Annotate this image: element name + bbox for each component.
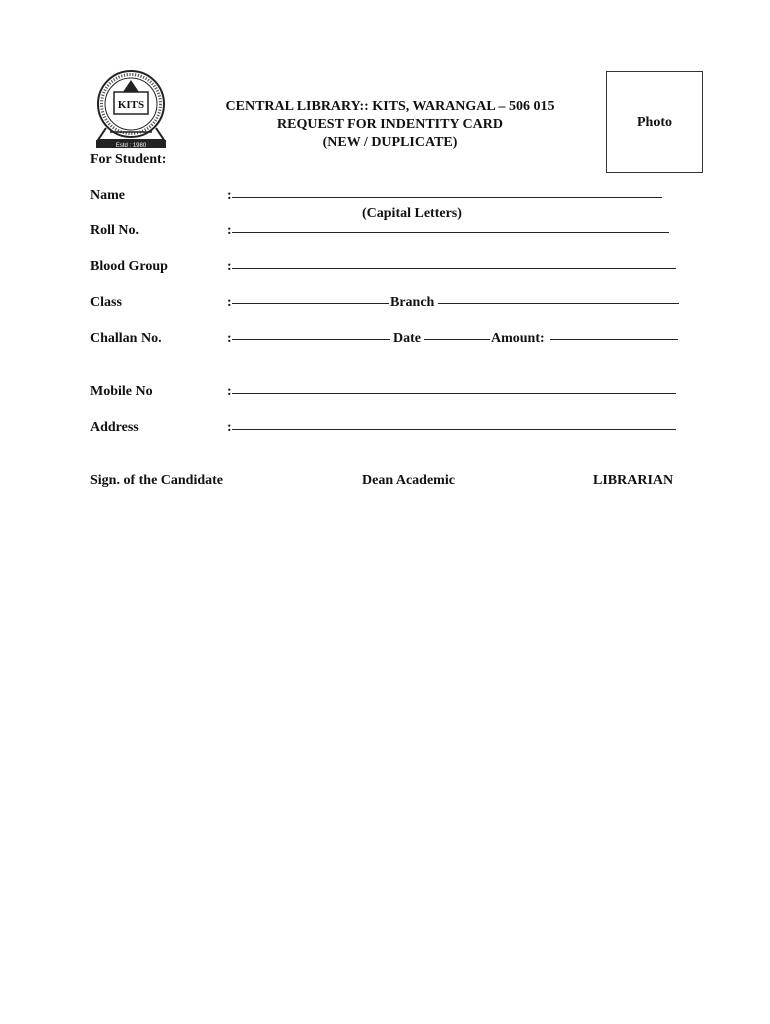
- roll-colon: :: [227, 223, 232, 238]
- candidate-signature-label: Sign. of the Candidate: [90, 473, 224, 488]
- photo-label: Photo: [637, 115, 672, 130]
- blood-colon: :: [227, 259, 232, 274]
- address-colon: :: [227, 420, 232, 435]
- challan-field-line[interactable]: [232, 339, 390, 340]
- roll-label: Roll No.: [90, 223, 139, 238]
- mobile-label: Mobile No: [90, 384, 153, 399]
- name-field-line[interactable]: [232, 197, 662, 198]
- date-label: Date: [393, 331, 421, 346]
- amount-label: Amount:: [491, 331, 545, 346]
- name-label: Name: [90, 188, 125, 203]
- mobile-field-line[interactable]: [232, 393, 676, 394]
- header-line-3: (NEW / DUPLICATE): [322, 135, 458, 150]
- name-colon: :: [227, 188, 232, 203]
- dean-signature-label: Dean Academic: [362, 473, 455, 488]
- blood-label: Blood Group: [90, 259, 168, 274]
- address-label: Address: [90, 420, 139, 435]
- header-line-2: REQUEST FOR INDENTITY CARD: [277, 117, 503, 132]
- mobile-colon: :: [227, 384, 232, 399]
- date-field-line[interactable]: [424, 339, 491, 340]
- librarian-signature-label: LIBRARIAN: [593, 473, 674, 488]
- branch-label: Branch: [390, 295, 435, 310]
- blood-field-line[interactable]: [232, 268, 676, 269]
- institution-seal-logo: [90, 66, 172, 150]
- header-line-1: CENTRAL LIBRARY:: KITS, WARANGAL – 506 015: [225, 99, 555, 114]
- logo-estd-text: Estd : 1980: [115, 143, 147, 149]
- amount-field-line[interactable]: [550, 339, 678, 340]
- address-field-line[interactable]: [232, 429, 676, 430]
- branch-field-line[interactable]: [438, 303, 679, 304]
- challan-label: Challan No.: [90, 331, 162, 346]
- class-colon: :: [227, 295, 232, 310]
- roll-field-line[interactable]: [232, 232, 669, 233]
- challan-colon: :: [227, 331, 232, 346]
- section-label: For Student:: [90, 152, 167, 167]
- class-field-line[interactable]: [232, 303, 390, 304]
- class-label: Class: [90, 295, 122, 310]
- logo-kits-text: KITS: [117, 99, 145, 111]
- name-hint: (Capital Letters): [362, 206, 462, 221]
